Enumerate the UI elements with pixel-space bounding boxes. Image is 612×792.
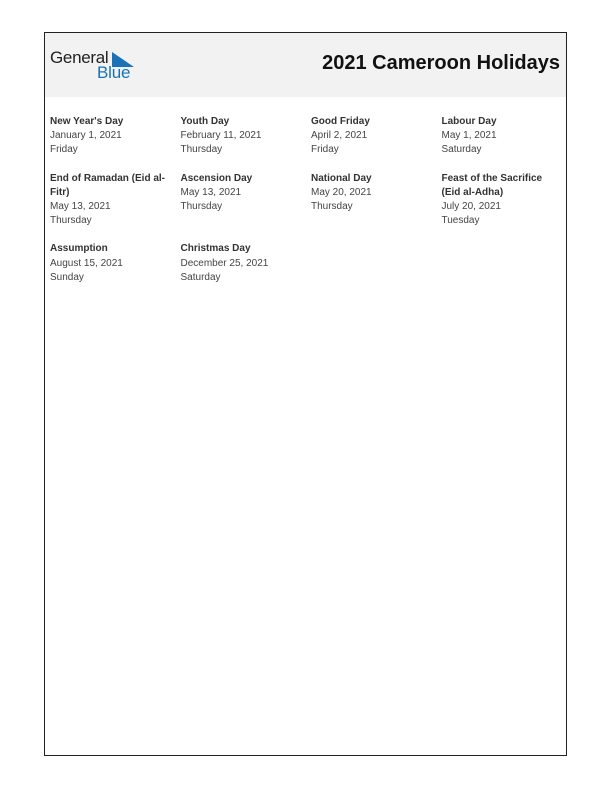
holiday-name: New Year's Day [50, 116, 124, 127]
holiday-name: Christmas Day [180, 243, 251, 255]
page-title: 2021 Cameroon Holidays [322, 52, 560, 74]
holiday-item [311, 172, 442, 229]
logo-text-general: General [50, 48, 109, 67]
holiday-weekday: Saturday [180, 271, 221, 283]
header-band [45, 33, 566, 97]
holiday-list [50, 115, 568, 285]
holiday-item [181, 172, 312, 229]
holiday-item [50, 172, 181, 229]
holiday-weekday: Saturday [441, 144, 482, 156]
holiday-weekday: Thursday [180, 201, 223, 213]
holiday-date: May 1, 2021 [441, 130, 497, 142]
holiday-weekday: Thursday [180, 144, 223, 156]
holiday-weekday: Thursday [50, 215, 92, 227]
holiday-date: May 13, 2021 [50, 201, 111, 213]
brand-logo [50, 48, 140, 82]
holiday-date: February 11, 2021 [180, 130, 262, 142]
holiday-item [442, 115, 569, 158]
holiday-item [181, 115, 312, 158]
page-frame [44, 32, 567, 756]
holiday-weekday: Friday [311, 144, 339, 156]
holiday-date: May 20, 2021 [311, 186, 372, 198]
holiday-date: April 2, 2021 [311, 130, 368, 142]
holiday-date: August 15, 2021 [50, 257, 123, 269]
holiday-name: Ascension Day [180, 172, 253, 184]
holiday-weekday: Thursday [311, 201, 353, 213]
holiday-name: Good Friday [311, 116, 370, 127]
holiday-date: December 25, 2021 [180, 257, 269, 269]
holiday-weekday: Friday [50, 144, 78, 156]
holiday-weekday: Sunday [50, 271, 84, 283]
holiday-item [50, 242, 181, 285]
holiday-item [311, 115, 442, 158]
holiday-item [442, 172, 569, 229]
holiday-item [50, 115, 181, 158]
holiday-name: Labour Day [441, 116, 497, 127]
holiday-item [181, 242, 312, 285]
holiday-weekday: Tuesday [441, 215, 480, 227]
holiday-name: Youth Day [180, 116, 230, 127]
holiday-name: End of Ramadan (Eid al-Fitr) [50, 172, 166, 198]
holiday-name: Assumption [50, 243, 108, 255]
holiday-name: National Day [311, 172, 372, 184]
holiday-date: July 20, 2021 [441, 201, 501, 213]
holiday-date: January 1, 2021 [50, 130, 122, 142]
holiday-name: Feast of the Sacrifice (Eid al-Adha) [441, 172, 543, 198]
holiday-date: May 13, 2021 [180, 186, 242, 198]
logo-text-blue: Blue [97, 63, 131, 82]
